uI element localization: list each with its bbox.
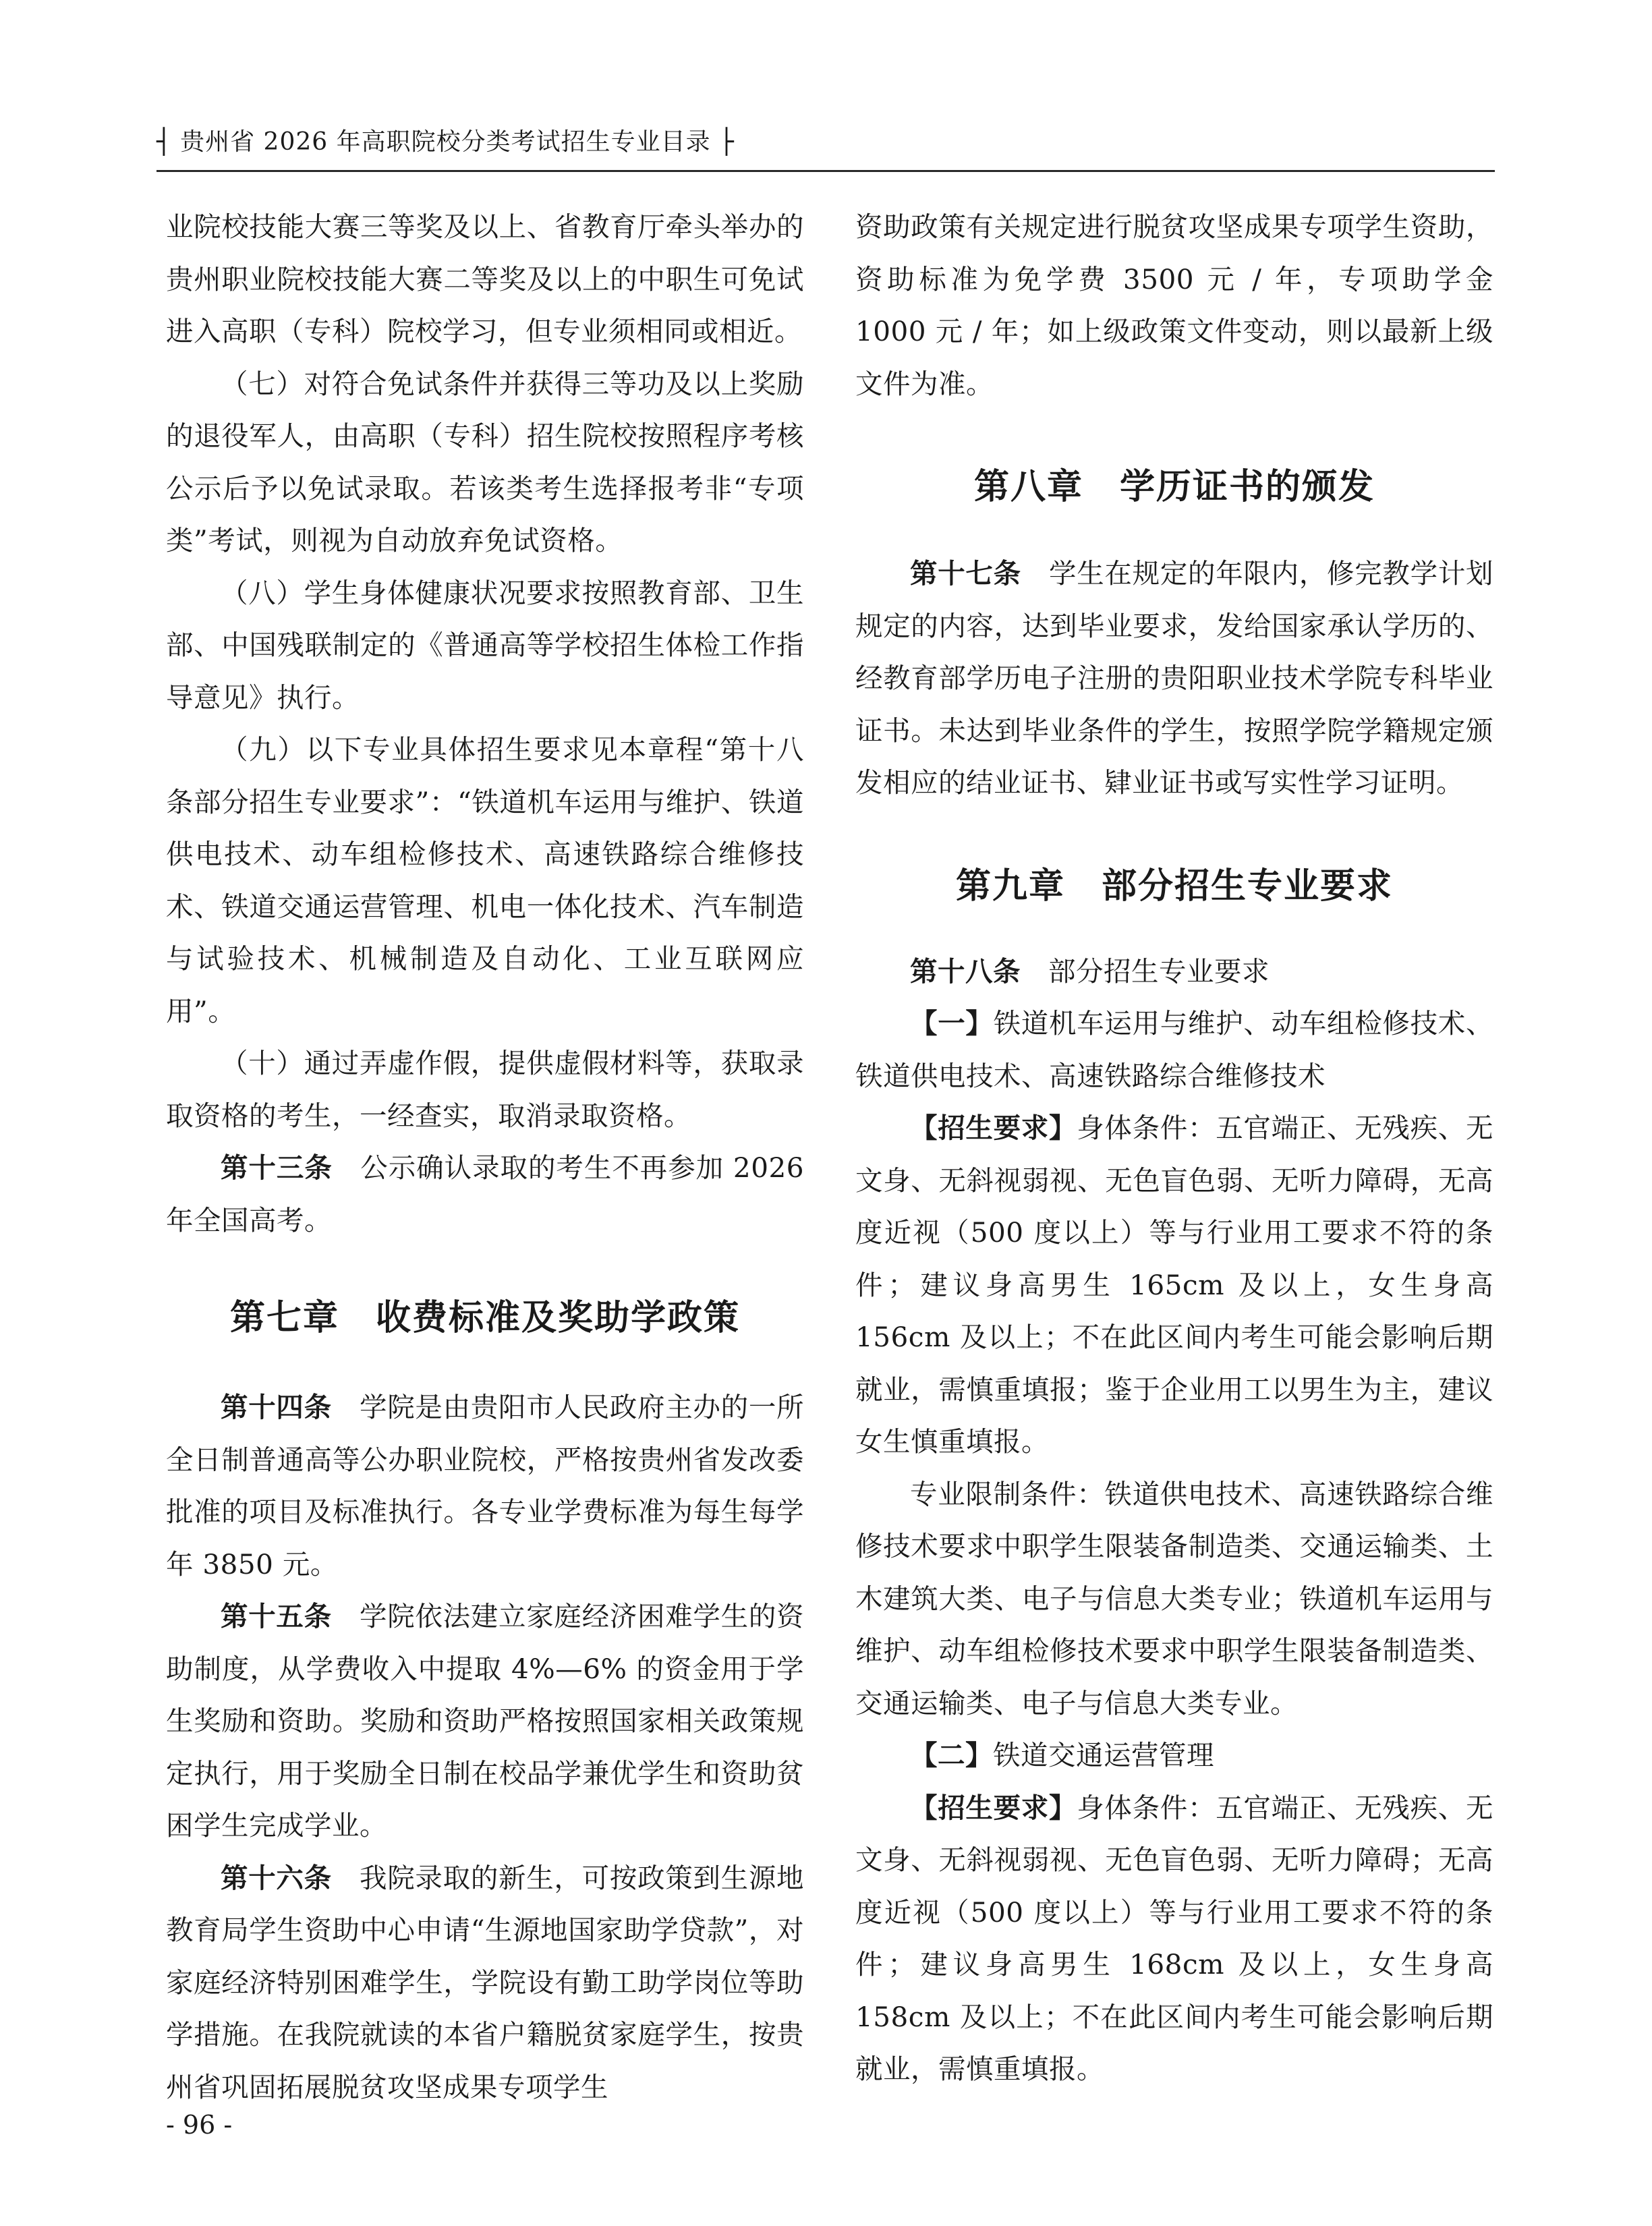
group-label: 【二】 xyxy=(910,1739,993,1771)
paragraph: （八）学生身体健康状况要求按照教育部、卫生部、中国残联制定的《普通高等学校招生体检工作指导意见》执行。 xyxy=(166,576,804,714)
requirement-text: 身体条件：五官端正、无残疾、无文身、无斜视弱视、无色盲色弱、无听力障碍，无高度近视（500 度以上）等与行业用工要求不符的条件；建议身高男生 165cm 及以上，女生身高 156cm 及以上；不在此区间内考生可能会影响后期就业，需慎重填报；鉴于企业用工以男生为主，建议女生慎重填报。 xyxy=(855,1112,1494,1458)
article-14 xyxy=(166,1381,804,1591)
page-number: - 96 - xyxy=(166,2110,233,2140)
paragraph: （九）以下专业具体招生要求见本章程“第十八条部分招生专业要求”：“铁道机车运用与维护、铁道供电技术、动车组检修技术、高速铁路综合维修技术、铁道交通运营管理、机电一体化技术、汽车制造与试验技术、机械制造及自动化、工业互联网应用”。 xyxy=(166,733,804,1027)
article-16 xyxy=(166,1852,804,2114)
chapter-9-title: 第九章 部分招生专业要求 xyxy=(955,865,1393,907)
paragraph: （七）对符合免试条件并获得三等功及以上奖励的退役军人，由高职（专科）招生院校按照程序考核公示后予以免试录取。若该类考生选择报考非“专项类”考试，则视为自动放弃免试资格。 xyxy=(166,367,804,556)
article-label: 第十七条 xyxy=(910,557,1021,590)
group-1-limits: 专业限制条件：铁道供电技术、高速铁路综合维修技术要求中职学生限装备制造类、交通运输类、土木建筑大类、电子与信息大类专业；铁道机车运用与维护、动车组检修技术要求中职学生限装备制造类、交通运输类、电子与信息大类专业。 xyxy=(855,1477,1493,1719)
chapter-7-title: 第七章 收费标准及奖助学政策 xyxy=(229,1298,740,1338)
group-text: 铁道机车运用与维护、动车组检修技术、铁道供电技术、高速铁路综合维修技术 xyxy=(855,1007,1494,1092)
requirement-text: 身体条件：五官端正、无残疾、无文身、无斜视弱视、无色盲色弱、无听力障碍；无高度近视（500 度以上）等与行业用工要求不符的条件；建议身高男生 168cm 及以上，女生身高 158cm 及以上；不在此区间内考生可能会影响后期就业，需慎重填报。 xyxy=(855,1791,1494,2085)
paragraph: 业院校技能大赛三等奖及以上、省教育厅牵头举办的贵州职业院校技能大赛二等奖及以上的中职生可免试进入高职（专科）院校学习，但专业须相同或相近。 xyxy=(166,210,804,347)
article-label: 第十六条 xyxy=(221,1861,332,1894)
article-15 xyxy=(166,1591,804,1852)
article-text: 我院录取的新生，可按政策到生源地教育局学生资助中心申请“生源地国家助学贷款”，对家庭经济特别困难学生，学院设有勤工助学岗位等助学措施。在我院就读的本省户籍脱贫家庭学生，按贵州省巩固拓展脱贫攻坚成果专项学生 xyxy=(166,1861,805,2103)
header-title: ┤ 贵州省 2026 年高职院校分类考试招生专业目录 ├ xyxy=(156,128,735,156)
paragraph: 资助政策有关规定进行脱贫攻坚成果专项学生资助，资助标准为免学费 3500 元 / 年，专项助学金 1000 元 / 年；如上级政策文件变动，则以最新上级文件为准。 xyxy=(855,210,1493,400)
requirement-label: 【招生要求】 xyxy=(910,1112,1077,1144)
article-label: 第十四条 xyxy=(221,1391,332,1423)
group-2-title xyxy=(855,1730,1493,1782)
requirement-label: 【招生要求】 xyxy=(910,1791,1077,1824)
group-text: 铁道交通运营管理 xyxy=(993,1739,1214,1771)
article-13 xyxy=(166,1142,804,1247)
right-column xyxy=(855,201,1493,2096)
group-label: 【一】 xyxy=(910,1007,994,1039)
left-column xyxy=(166,201,804,2113)
article-17 xyxy=(855,548,1493,809)
group-1-requirements xyxy=(855,1102,1493,1468)
paragraph: （十）通过弄虚作假，提供虚假材料等，获取录取资格的考生，一经查实，取消录取资格。 xyxy=(166,1047,804,1132)
article-text: 学院依法建立家庭经济困难学生的资助制度，从学费收入中提取 4%—6% 的资金用于学生奖励和资助。奖励和资助严格按照国家相关政策规定执行，用于奖励全日制在校品学兼优学生和资助贫困学生完成学业。 xyxy=(166,1600,805,1842)
group-2-requirements xyxy=(855,1782,1493,2096)
article-text: 公示确认录取的考生不再参加 2026 年全国高考。 xyxy=(166,1151,805,1236)
running-header xyxy=(156,116,1495,172)
article-text: 部分招生专业要求 xyxy=(1048,954,1270,988)
group-1-title xyxy=(855,998,1493,1102)
article-label: 第十三条 xyxy=(221,1151,333,1184)
article-text: 学生在规定的年限内，修完教学计划规定的内容，达到毕业要求，发给国家承认学历的、经教育部学历电子注册的贵阳职业技术学院专科毕业证书。未达到毕业条件的学生，按照学院学籍规定颁发相应的结业证书、肄业证书或写实性学习证明。 xyxy=(855,557,1494,799)
article-18 xyxy=(855,946,1493,998)
article-label: 第十五条 xyxy=(221,1600,332,1632)
chapter-8-title: 第八章 学历证书的颁发 xyxy=(973,467,1375,507)
article-label: 第十八条 xyxy=(910,954,1021,988)
article-text: 学院是由贵阳市人民政府主办的一所全日制普通高等公办职业院校，严格按贵州省发改委批准的项目及标准执行。各专业学费标准为每生每学年 3850 元。 xyxy=(166,1391,805,1580)
